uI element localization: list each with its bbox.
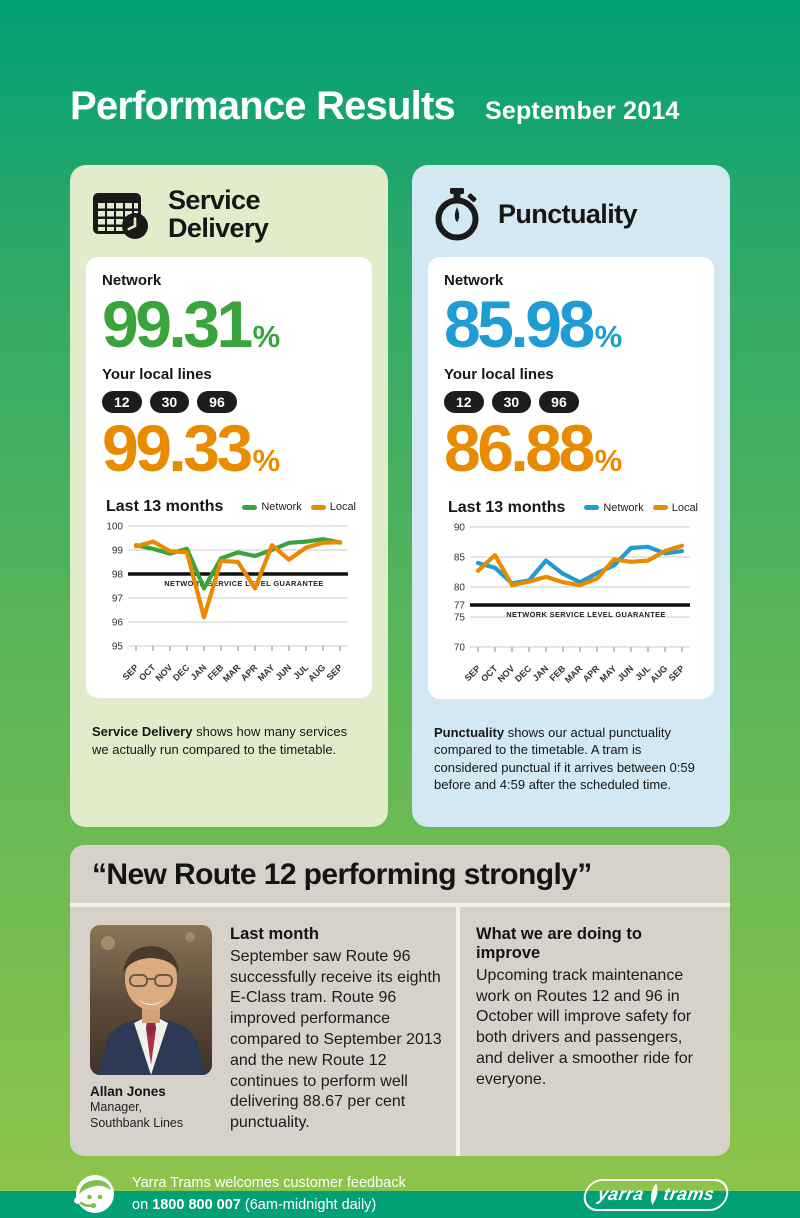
svg-text:OCT: OCT xyxy=(136,662,158,684)
svg-text:NOV: NOV xyxy=(153,662,175,684)
service-local-percentage: 99.33% xyxy=(102,410,281,485)
service-network-percentage: 99.31% xyxy=(102,286,281,361)
punctuality-header xyxy=(428,181,714,257)
svg-text:JAN: JAN xyxy=(188,662,209,683)
svg-text:MAR: MAR xyxy=(220,662,243,685)
service-delivery-chart xyxy=(102,518,354,690)
commentary-section xyxy=(70,845,730,1156)
svg-text:99: 99 xyxy=(111,545,123,557)
svg-text:JUL: JUL xyxy=(291,662,311,682)
network-line-swatch xyxy=(584,505,599,510)
manager-name: Allan Jones xyxy=(90,1083,166,1099)
svg-text:90: 90 xyxy=(453,522,465,534)
svg-text:FEB: FEB xyxy=(205,662,226,683)
page-title: Performance Results xyxy=(70,84,455,128)
svg-text:APR: APR xyxy=(238,662,260,684)
legend-network: Network xyxy=(584,502,643,514)
feedback-text: Yarra Trams welcomes customer feedback on 1800 800 007 (6am-midnight daily) xyxy=(132,1175,406,1213)
svg-text:DEC: DEC xyxy=(512,662,534,684)
svg-text:JUL: JUL xyxy=(633,662,653,683)
manager-role: Manager, Southbank Lines xyxy=(90,1099,184,1131)
service-delivery-title: Service Delivery xyxy=(168,185,269,243)
percent-sign: % xyxy=(252,442,281,478)
route-badges xyxy=(102,391,356,413)
svg-text:97: 97 xyxy=(111,593,123,605)
network-label: Network xyxy=(102,271,162,289)
route-badges xyxy=(444,391,698,413)
chart-title: Last 13 months xyxy=(106,498,224,516)
svg-text:MAR: MAR xyxy=(562,662,585,685)
svg-text:JUN: JUN xyxy=(615,662,636,683)
percent-sign: % xyxy=(594,443,623,479)
service-delivery-panel xyxy=(86,257,372,699)
svg-text:77: 77 xyxy=(453,600,465,612)
svg-text:NOV: NOV xyxy=(495,662,517,684)
local-line-swatch xyxy=(311,505,326,510)
legend-network: Network xyxy=(242,501,301,513)
svg-text:MAY: MAY xyxy=(597,662,619,684)
service-delivery-card xyxy=(70,165,388,827)
kpi-cards xyxy=(70,165,730,827)
punctuality-title: Punctuality xyxy=(498,199,637,230)
portrait-photo xyxy=(90,925,212,1075)
svg-text:85: 85 xyxy=(453,552,465,564)
route-badge: 12 xyxy=(444,391,484,413)
svg-text:MAY: MAY xyxy=(255,662,277,684)
punctuality-chart xyxy=(444,519,696,691)
header xyxy=(70,84,730,129)
route-badge: 30 xyxy=(492,391,532,413)
svg-text:DEC: DEC xyxy=(170,662,192,684)
yarra-trams-logo: yarra trams xyxy=(581,1179,731,1211)
route-badge: 96 xyxy=(539,391,579,413)
svg-text:96: 96 xyxy=(111,617,123,629)
svg-text:75: 75 xyxy=(453,612,465,624)
stopwatch-icon xyxy=(432,187,482,243)
last-month-column xyxy=(214,925,456,1134)
svg-text:SEP: SEP xyxy=(462,662,483,683)
svg-text:AUG: AUG xyxy=(648,662,670,685)
network-label: Network xyxy=(444,272,504,289)
leaf-icon xyxy=(647,1183,661,1205)
svg-text:70: 70 xyxy=(453,642,465,654)
headset-icon xyxy=(72,1172,118,1218)
calendar-clock-icon xyxy=(90,188,152,242)
svg-text:SEP: SEP xyxy=(120,662,141,683)
quote-headline: “New Route 12 performing strongly” xyxy=(70,845,730,907)
footer xyxy=(70,1172,730,1218)
punctuality-description: Punctuality shows our actual punctuality compared to the timetable. A tram is considered punctual if it arrives between 0:59 before and 4:59 after the scheduled time. xyxy=(434,724,695,793)
punctuality-panel xyxy=(428,257,714,699)
phone-number: 1800 800 007 xyxy=(152,1196,241,1213)
svg-text:100: 100 xyxy=(106,521,123,533)
route-badge: 30 xyxy=(150,391,190,413)
route-badge: 96 xyxy=(197,391,237,413)
chart-legend xyxy=(584,502,698,514)
punctuality-local-percentage: 86.88% xyxy=(444,411,623,486)
punctuality-card xyxy=(412,165,730,827)
last-month-heading: Last month xyxy=(230,924,319,943)
svg-text:NETWORK SERVICE LEVEL GUARANTE: NETWORK SERVICE LEVEL GUARANTEE xyxy=(164,579,324,589)
legend-local: Local xyxy=(311,501,356,513)
report-date: September 2014 xyxy=(484,97,680,125)
svg-text:80: 80 xyxy=(453,582,465,594)
service-chart-header xyxy=(102,498,356,516)
svg-text:JAN: JAN xyxy=(530,662,551,683)
svg-text:OCT: OCT xyxy=(478,662,500,684)
service-delivery-header xyxy=(86,181,372,257)
percent-sign: % xyxy=(594,319,623,354)
svg-text:JUN: JUN xyxy=(273,662,294,683)
local-line-swatch xyxy=(653,505,668,510)
chart-legend xyxy=(242,501,356,513)
local-lines-label: Your local lines xyxy=(444,366,554,384)
svg-text:95: 95 xyxy=(111,641,123,653)
percent-sign: % xyxy=(252,318,281,354)
svg-text:FEB: FEB xyxy=(547,662,568,683)
improve-column xyxy=(460,925,710,1134)
svg-text:AUG: AUG xyxy=(306,662,328,684)
legend-local: Local xyxy=(653,502,698,514)
svg-text:98: 98 xyxy=(111,569,123,581)
improve-heading: What we are doing to improve xyxy=(476,924,642,962)
service-delivery-description: Service Delivery shows how many services we actually run compared to the timetable. xyxy=(92,724,348,757)
commentary-content xyxy=(70,907,730,1156)
route-badge: 12 xyxy=(102,391,142,413)
svg-text:NETWORK SERVICE LEVEL GUARANTE: NETWORK SERVICE LEVEL GUARANTEE xyxy=(506,609,666,619)
last-month-body: September saw Route 96 successfully receive its eighth E-Class tram. Route 96 improved performance compared to September 2013 and the new Route 12 continues to perform well delivering 88.67 per cent punctuality. xyxy=(230,947,442,1132)
punctuality-network-percentage: 85.98% xyxy=(444,287,623,361)
local-lines-label: Your local lines xyxy=(102,365,212,383)
improve-body: Upcoming track maintenance work on Routes 12 and 96 in October will improve safety for both drivers and passengers, and deliver a smoother ride for everyone. xyxy=(476,966,693,1088)
svg-text:SEP: SEP xyxy=(666,662,687,683)
chart-title: Last 13 months xyxy=(448,498,566,516)
manager-profile xyxy=(90,925,214,1134)
svg-text:APR: APR xyxy=(580,662,602,684)
svg-text:SEP: SEP xyxy=(324,662,345,683)
punctuality-chart-header xyxy=(444,499,698,517)
network-line-swatch xyxy=(242,505,257,510)
